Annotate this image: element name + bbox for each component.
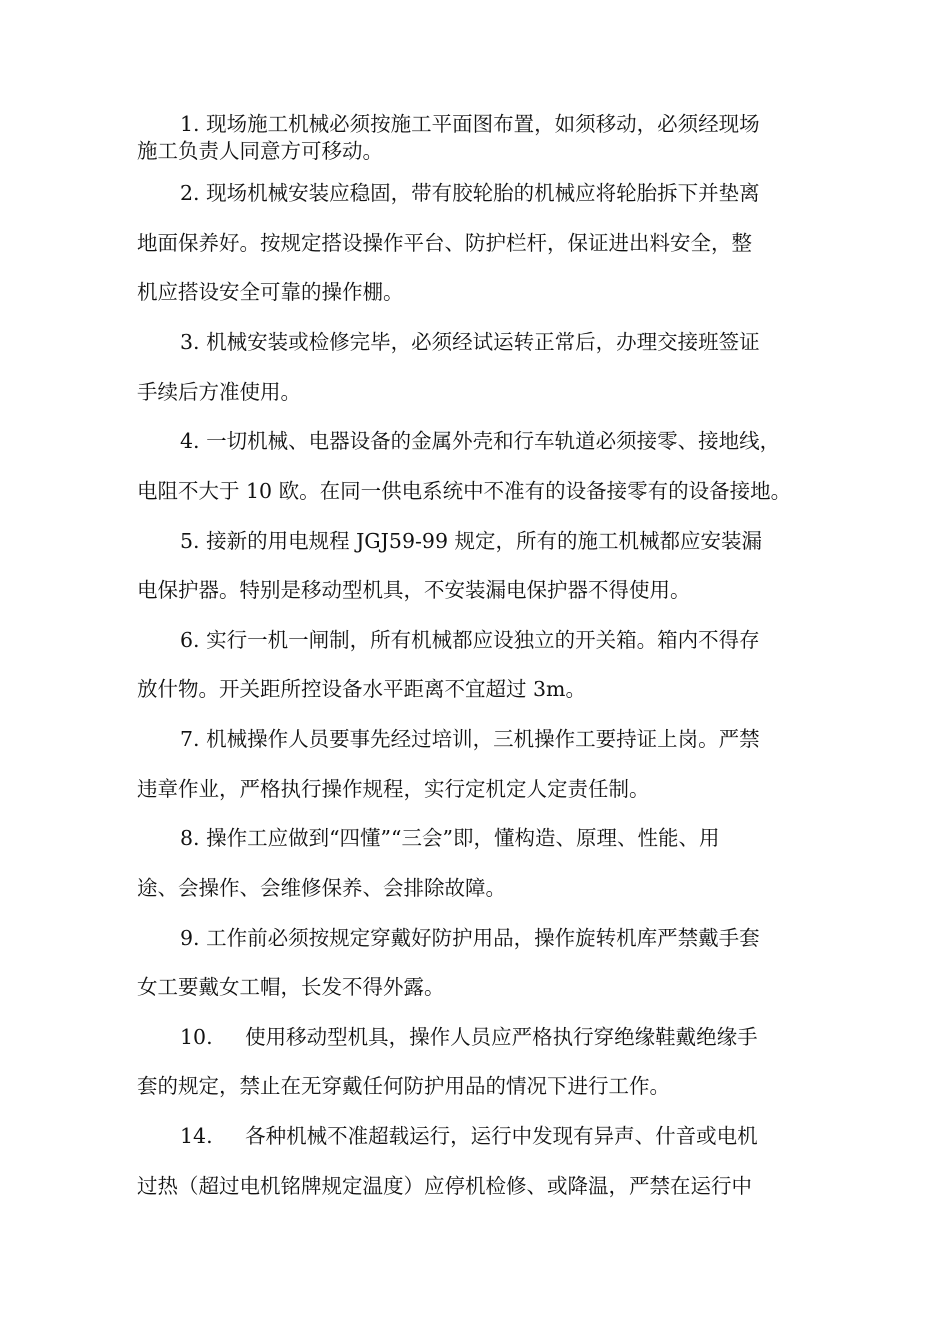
paragraph-3-line-2: 手续后方准使用。: [137, 380, 301, 404]
paragraph-4-line-1: 4. 一切机械、电器设备的金属外壳和行车轨道必须接零、接地线，: [180, 429, 781, 453]
paragraph-7-line-2: 违章作业，严格执行操作规程，实行定机定人定责任制。: [137, 777, 650, 801]
paragraph-5-line-1: 5. 接新的用电规程 JGJ59-99 规定，所有的施工机械都应安装漏: [180, 529, 763, 553]
paragraph-6-line-2: 放什物。开关距所控设备水平距离不宜超过 3m。: [137, 677, 586, 701]
paragraph-2-line-2: 地面保养好。按规定搭设操作平台、防护栏杆，保证进出料安全，整: [137, 231, 752, 255]
paragraph-14-line-1: 14. 各种机械不准超载运行，运行中发现有异声、什音或电机: [180, 1124, 758, 1148]
paragraph-8-line-1: 8. 操作工应做到“四懂”“三会”即，懂构造、原理、性能、用: [180, 826, 720, 850]
paragraph-10-line-2: 套的规定，禁止在无穿戴任何防护用品的情况下进行工作。: [137, 1074, 670, 1098]
paragraph-5-line-2: 电保护器。特别是移动型机具，不安装漏电保护器不得使用。: [137, 578, 691, 602]
paragraph-8-line-2: 途、会操作、会维修保养、会排除故障。: [137, 876, 506, 900]
paragraph-3-line-1: 3. 机械安装或检修完毕，必须经试运转正常后，办理交接班签证: [180, 330, 760, 354]
paragraph-1-line-2: 施工负责人同意方可移动。: [137, 139, 383, 163]
paragraph-2-line-3: 机应搭设安全可靠的操作棚。: [137, 280, 404, 304]
paragraph-1-line-1: 1. 现场施工机械必须按施工平面图布置，如须移动，必须经现场: [180, 112, 760, 136]
paragraph-6-line-1: 6. 实行一机一闸制，所有机械都应设独立的开关箱。箱内不得存: [180, 628, 760, 652]
paragraph-9-line-2: 女工要戴女工帽，长发不得外露。: [137, 975, 445, 999]
paragraph-14-line-2: 过热（超过电机铭牌规定温度）应停机检修、或降温，严禁在运行中: [137, 1174, 752, 1198]
paragraph-4-line-2: 电阻不大于 10 欧。在同一供电系统中不准有的设备接零有的设备接地。: [137, 479, 792, 503]
paragraph-9-line-1: 9. 工作前必须按规定穿戴好防护用品，操作旋转机库严禁戴手套: [180, 926, 760, 950]
paragraph-7-line-1: 7. 机械操作人员要事先经过培训，三机操作工要持证上岗。严禁: [180, 727, 760, 751]
paragraph-10-line-1: 10. 使用移动型机具，操作人员应严格执行穿绝缘鞋戴绝缘手: [180, 1025, 758, 1049]
paragraph-2-line-1: 2. 现场机械安装应稳固，带有胶轮胎的机械应将轮胎拆下并垫离: [180, 181, 760, 205]
